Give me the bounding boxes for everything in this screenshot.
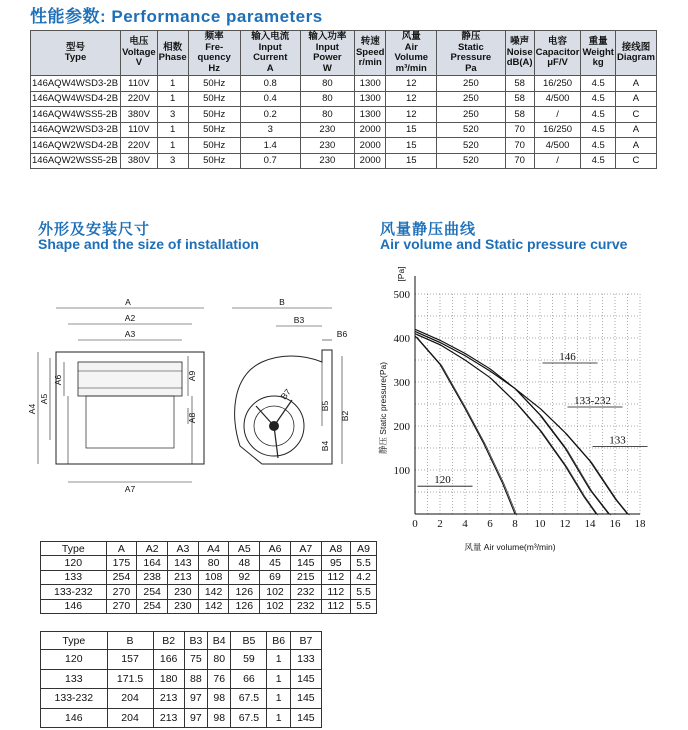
table-cell: 110V bbox=[121, 122, 158, 138]
perf-header-en: Input Power bbox=[313, 41, 342, 63]
dimension-table-a bbox=[40, 541, 377, 614]
dim-header-cell: Type bbox=[41, 542, 107, 556]
dimension-table-b bbox=[40, 631, 322, 728]
table-cell: 2000 bbox=[354, 153, 386, 169]
table-cell: 126 bbox=[229, 585, 260, 600]
perf-header-unit: r/min bbox=[358, 57, 382, 69]
series-line-120 bbox=[415, 336, 515, 514]
table-cell: 230 bbox=[300, 153, 354, 169]
table-cell: 133 bbox=[41, 570, 107, 585]
table-cell: 520 bbox=[437, 122, 506, 138]
table-cell: 70 bbox=[505, 138, 534, 154]
table-cell: 12 bbox=[386, 107, 437, 123]
dim-header-cell: B5 bbox=[231, 632, 267, 650]
table-cell: 142 bbox=[198, 585, 229, 600]
perf-header-6 bbox=[354, 31, 386, 76]
shape-title-en: Shape and the size of installation bbox=[38, 236, 259, 252]
table-cell: 270 bbox=[106, 599, 137, 614]
table-cell: 59 bbox=[231, 650, 267, 670]
table-cell: 270 bbox=[106, 585, 137, 600]
table-cell: 67.5 bbox=[231, 708, 267, 728]
table-cell: 0.4 bbox=[240, 91, 300, 107]
table-cell: 50Hz bbox=[188, 91, 240, 107]
dimension-table-a-header bbox=[41, 542, 377, 556]
table-cell: 88 bbox=[184, 669, 207, 689]
label-B7: B7 bbox=[278, 386, 293, 402]
perf-header-cn: 风量 bbox=[401, 31, 421, 42]
perf-header-cn: 电压 bbox=[129, 36, 149, 48]
table-cell: 145 bbox=[290, 689, 321, 709]
table-cell: 204 bbox=[107, 689, 153, 709]
table-cell: 204 bbox=[107, 708, 153, 728]
table-cell: 143 bbox=[168, 556, 199, 571]
perf-header-unit: dB(A) bbox=[506, 57, 533, 69]
table-cell: 112 bbox=[321, 585, 350, 600]
table-row bbox=[41, 708, 322, 728]
label-A5: A5 bbox=[39, 393, 49, 405]
table-cell: 175 bbox=[106, 556, 137, 571]
dim-header-cell: A bbox=[106, 542, 137, 556]
perf-header-en: Air Volume bbox=[394, 41, 429, 63]
table-cell: 250 bbox=[437, 107, 506, 123]
table-cell: 12 bbox=[386, 91, 437, 107]
table-cell: 254 bbox=[106, 570, 137, 585]
label-A: A bbox=[125, 297, 131, 307]
perf-header-cn: 型号 bbox=[66, 41, 86, 53]
table-cell: 75 bbox=[184, 650, 207, 670]
table-cell: 70 bbox=[505, 153, 534, 169]
table-cell: A bbox=[615, 122, 656, 138]
table-cell: 146AQW4WSS5-2B bbox=[31, 107, 121, 123]
table-cell: 380V bbox=[121, 107, 158, 123]
perf-header-en: Input Current bbox=[253, 41, 288, 63]
x-tick-label: 10 bbox=[534, 518, 546, 530]
table-cell: 220V bbox=[121, 91, 158, 107]
table-cell: 67.5 bbox=[231, 689, 267, 709]
perf-header-2 bbox=[157, 31, 188, 76]
x-tick-label: 2 bbox=[437, 518, 443, 530]
perf-header-0 bbox=[31, 31, 121, 76]
label-B5: B5 bbox=[320, 400, 330, 412]
dim-header-cell: A2 bbox=[137, 542, 168, 556]
table-cell: 15 bbox=[386, 138, 437, 154]
y-tick-label: 200 bbox=[393, 421, 410, 433]
table-row bbox=[41, 599, 377, 614]
perf-header-unit: μF/V bbox=[547, 57, 568, 69]
dim-header-cell: B7 bbox=[290, 632, 321, 650]
table-cell: 220V bbox=[121, 138, 158, 154]
table-cell: 215 bbox=[290, 570, 321, 585]
dim-header-cell: B6 bbox=[267, 632, 290, 650]
table-row bbox=[41, 650, 322, 670]
table-cell: 171.5 bbox=[107, 669, 153, 689]
table-cell: 15 bbox=[386, 122, 437, 138]
chart-lines bbox=[415, 329, 629, 515]
table-cell: 120 bbox=[41, 556, 107, 571]
table-row bbox=[41, 585, 377, 600]
table-cell: 1 bbox=[157, 122, 188, 138]
table-cell: 1300 bbox=[354, 76, 386, 92]
table-cell: 112 bbox=[321, 570, 350, 585]
perf-header-unit: kg bbox=[592, 57, 604, 69]
table-cell: 1 bbox=[157, 138, 188, 154]
table-cell: 1 bbox=[157, 91, 188, 107]
table-cell: 15 bbox=[386, 153, 437, 169]
x-tick-label: 8 bbox=[512, 518, 518, 530]
dim-header-cell: A6 bbox=[260, 542, 291, 556]
series-label-146: 146 bbox=[559, 351, 576, 363]
table-cell: 238 bbox=[137, 570, 168, 585]
label-B6: B6 bbox=[336, 329, 348, 339]
perf-header-9 bbox=[505, 31, 534, 76]
table-cell: 110V bbox=[121, 76, 158, 92]
table-cell: 213 bbox=[153, 708, 184, 728]
table-cell: A bbox=[615, 91, 656, 107]
perf-header-unit: Hz bbox=[208, 62, 220, 74]
table-cell: 142 bbox=[198, 599, 229, 614]
table-cell: 146AQW2WSD4-2B bbox=[31, 138, 121, 154]
table-cell: 232 bbox=[290, 599, 321, 614]
table-row bbox=[31, 107, 657, 123]
dim-header-cell: A9 bbox=[351, 542, 377, 556]
table-cell: 4/500 bbox=[534, 91, 581, 107]
label-A4: A4 bbox=[27, 403, 37, 415]
dim-header-cell: A4 bbox=[198, 542, 229, 556]
table-cell: 1.4 bbox=[240, 138, 300, 154]
perf-header-unit: m³/min bbox=[395, 62, 427, 74]
perf-header-en: Fre-quency bbox=[197, 41, 231, 63]
table-cell: 102 bbox=[260, 585, 291, 600]
perf-header-8 bbox=[437, 31, 506, 76]
table-cell: 50Hz bbox=[188, 138, 240, 154]
table-row bbox=[41, 556, 377, 571]
dim-header-cell: A7 bbox=[290, 542, 321, 556]
x-tick-label: 6 bbox=[487, 518, 493, 530]
dim-header-cell: B bbox=[107, 632, 153, 650]
table-cell: 230 bbox=[168, 585, 199, 600]
series-line-146 bbox=[415, 331, 628, 514]
series-line-shadow-133-232 bbox=[417, 330, 611, 515]
perf-header-5 bbox=[300, 31, 354, 76]
table-cell: 1 bbox=[267, 708, 290, 728]
table-cell: C bbox=[615, 107, 656, 123]
perf-header-en: Weight bbox=[582, 46, 614, 58]
table-cell: 1 bbox=[267, 669, 290, 689]
table-cell: 58 bbox=[505, 91, 534, 107]
table-cell: 250 bbox=[437, 76, 506, 92]
table-cell: 5.5 bbox=[351, 599, 377, 614]
chart-series-labels bbox=[418, 351, 648, 486]
table-cell: 0.8 bbox=[240, 76, 300, 92]
dim-header-cell: B4 bbox=[208, 632, 231, 650]
perf-header-cn: 输入功率 bbox=[308, 31, 347, 42]
y-tick-label: 400 bbox=[393, 333, 410, 345]
table-cell: 112 bbox=[321, 599, 350, 614]
dim-header-cell: Type bbox=[41, 632, 108, 650]
table-cell: / bbox=[534, 107, 581, 123]
table-cell: 213 bbox=[153, 689, 184, 709]
table-cell: 80 bbox=[300, 107, 354, 123]
perf-header-cn: 频率 bbox=[204, 31, 224, 42]
perf-header-cn: 重量 bbox=[588, 36, 608, 48]
table-cell: 1300 bbox=[354, 91, 386, 107]
table-cell: 146AQW4WSD4-2B bbox=[31, 91, 121, 107]
x-tick-label: 14 bbox=[584, 518, 596, 530]
dim-header-cell: A3 bbox=[168, 542, 199, 556]
performance-header-row bbox=[31, 31, 657, 76]
table-cell: C bbox=[615, 153, 656, 169]
table-cell: 3 bbox=[157, 107, 188, 123]
table-cell: 66 bbox=[231, 669, 267, 689]
table-cell: 520 bbox=[437, 138, 506, 154]
table-cell: 69 bbox=[260, 570, 291, 585]
dim-header-cell: B3 bbox=[184, 632, 207, 650]
perf-header-cn: 接线图 bbox=[621, 41, 651, 53]
table-cell: 133 bbox=[290, 650, 321, 670]
table-cell: 48 bbox=[229, 556, 260, 571]
table-cell: 146 bbox=[41, 708, 108, 728]
table-cell: 2000 bbox=[354, 138, 386, 154]
front-motor bbox=[86, 396, 174, 448]
y-tick-label: 100 bbox=[393, 465, 410, 477]
table-cell: 80 bbox=[198, 556, 229, 571]
table-cell: 50Hz bbox=[188, 76, 240, 92]
table-row bbox=[31, 91, 657, 107]
perf-header-3 bbox=[188, 31, 240, 76]
table-cell: 1 bbox=[157, 76, 188, 92]
table-cell: 126 bbox=[229, 599, 260, 614]
label-B4: B4 bbox=[320, 440, 330, 452]
perf-header-cn: 输入电流 bbox=[251, 31, 290, 42]
y-tick-label: 300 bbox=[393, 377, 410, 389]
dim-header-cell: A5 bbox=[229, 542, 260, 556]
table-cell: 254 bbox=[137, 599, 168, 614]
table-cell: 250 bbox=[437, 91, 506, 107]
table-cell: / bbox=[534, 153, 581, 169]
table-cell: 3 bbox=[240, 122, 300, 138]
table-cell: 4.5 bbox=[581, 122, 616, 138]
perf-header-unit: V bbox=[135, 57, 143, 69]
table-cell: 380V bbox=[121, 153, 158, 169]
y-axis-label: 静压 Static pressure(Pa) bbox=[378, 361, 388, 455]
table-cell: 102 bbox=[260, 599, 291, 614]
table-cell: 5.5 bbox=[351, 585, 377, 600]
side-view-drawing bbox=[222, 296, 372, 506]
table-cell: 58 bbox=[505, 107, 534, 123]
table-cell: 5.5 bbox=[351, 556, 377, 571]
table-cell: 4.5 bbox=[581, 91, 616, 107]
x-tick-label: 4 bbox=[462, 518, 468, 530]
table-cell: 50Hz bbox=[188, 122, 240, 138]
table-cell: 4.5 bbox=[581, 76, 616, 92]
curve-title-en: Air volume and Static pressure curve bbox=[380, 236, 628, 252]
table-cell: 1300 bbox=[354, 107, 386, 123]
table-cell: A bbox=[615, 138, 656, 154]
label-A7: A7 bbox=[124, 484, 136, 494]
table-cell: 145 bbox=[290, 556, 321, 571]
table-row bbox=[31, 153, 657, 169]
table-cell: 133-232 bbox=[41, 689, 108, 709]
table-cell: 76 bbox=[208, 669, 231, 689]
table-cell: 70 bbox=[505, 122, 534, 138]
table-cell: 4/500 bbox=[534, 138, 581, 154]
table-cell: 0.7 bbox=[240, 153, 300, 169]
perf-header-en: Capacitor bbox=[535, 46, 580, 58]
table-cell: 133 bbox=[41, 669, 108, 689]
front-outlet bbox=[78, 362, 182, 396]
table-cell: 95 bbox=[321, 556, 350, 571]
side-volute-outline bbox=[235, 350, 332, 464]
perf-header-7 bbox=[386, 31, 437, 76]
table-cell: 92 bbox=[229, 570, 260, 585]
table-cell: 146 bbox=[41, 599, 107, 614]
table-cell: 80 bbox=[208, 650, 231, 670]
x-axis-label: 风量 Air volume(m³/min) bbox=[464, 542, 556, 552]
table-cell: 145 bbox=[290, 708, 321, 728]
perf-header-10 bbox=[534, 31, 581, 76]
table-cell: 97 bbox=[184, 689, 207, 709]
y-tick-label: 500 bbox=[393, 289, 410, 301]
table-cell: 0.2 bbox=[240, 107, 300, 123]
label-A8: A8 bbox=[187, 412, 197, 424]
label-A3: A3 bbox=[124, 329, 136, 339]
table-cell: 133-232 bbox=[41, 585, 107, 600]
table-cell: 157 bbox=[107, 650, 153, 670]
perf-header-cn: 转速 bbox=[360, 36, 380, 48]
shape-title-cn: 外形及安装尺寸 bbox=[38, 221, 151, 238]
table-cell: 120 bbox=[41, 650, 108, 670]
perf-header-en: Type bbox=[64, 52, 87, 63]
performance-table bbox=[30, 30, 657, 169]
table-cell: 232 bbox=[290, 585, 321, 600]
table-cell: 45 bbox=[260, 556, 291, 571]
dim-header-cell: A8 bbox=[321, 542, 350, 556]
perf-header-1 bbox=[121, 31, 158, 76]
table-cell: 4.5 bbox=[581, 107, 616, 123]
table-row bbox=[41, 689, 322, 709]
table-cell: 1 bbox=[267, 650, 290, 670]
table-cell: 98 bbox=[208, 708, 231, 728]
label-A9: A9 bbox=[187, 370, 197, 382]
table-cell: 108 bbox=[198, 570, 229, 585]
table-cell: 180 bbox=[153, 669, 184, 689]
label-A2: A2 bbox=[124, 313, 136, 323]
table-cell: 145 bbox=[290, 669, 321, 689]
table-cell: 50Hz bbox=[188, 107, 240, 123]
perf-header-en: Noise bbox=[506, 46, 533, 58]
label-A6: A6 bbox=[53, 374, 63, 386]
table-row bbox=[41, 669, 322, 689]
table-row bbox=[31, 76, 657, 92]
table-cell: 230 bbox=[300, 122, 354, 138]
x-tick-label: 18 bbox=[634, 518, 646, 530]
label-B3: B3 bbox=[293, 315, 305, 325]
x-tick-label: 0 bbox=[412, 518, 418, 530]
table-cell: 146AQW2WSS5-2B bbox=[31, 153, 121, 169]
label-B2: B2 bbox=[340, 410, 350, 422]
chart-ticks bbox=[394, 289, 647, 530]
x-tick-label: 16 bbox=[609, 518, 621, 530]
perf-header-11 bbox=[581, 31, 616, 76]
table-cell: 80 bbox=[300, 76, 354, 92]
table-cell: 16/250 bbox=[534, 122, 581, 138]
table-cell: 98 bbox=[208, 689, 231, 709]
table-cell: 2000 bbox=[354, 122, 386, 138]
curve-title-cn: 风量静压曲线 bbox=[380, 221, 477, 238]
table-cell: 254 bbox=[137, 585, 168, 600]
table-cell: 80 bbox=[300, 91, 354, 107]
table-cell: 4.5 bbox=[581, 153, 616, 169]
table-cell: 1 bbox=[267, 689, 290, 709]
label-B: B bbox=[279, 297, 285, 307]
series-label-120: 120 bbox=[434, 474, 451, 487]
perf-header-12 bbox=[615, 31, 656, 76]
table-row bbox=[41, 570, 377, 585]
perf-header-4 bbox=[240, 31, 300, 76]
perf-header-cn: 静压 bbox=[461, 31, 481, 42]
dim-header-cell: B2 bbox=[153, 632, 184, 650]
perf-header-unit: W bbox=[322, 62, 332, 74]
perf-header-unit: A bbox=[266, 62, 274, 74]
front-view-drawing bbox=[28, 296, 228, 506]
perf-header-unit: Pa bbox=[465, 62, 477, 74]
table-cell: A bbox=[615, 76, 656, 92]
dimension-table-b-header bbox=[41, 632, 322, 650]
perf-header-en: Speed bbox=[355, 46, 385, 58]
table-cell: 4.2 bbox=[351, 570, 377, 585]
series-label-133: 133 bbox=[609, 434, 626, 447]
table-cell: 16/250 bbox=[534, 76, 581, 92]
perf-header-en: Diagram bbox=[616, 52, 655, 63]
table-row bbox=[31, 138, 657, 154]
table-cell: 12 bbox=[386, 76, 437, 92]
table-cell: 520 bbox=[437, 153, 506, 169]
table-cell: 146AQW4WSD3-2B bbox=[31, 76, 121, 92]
perf-header-cn: 噪声 bbox=[510, 36, 530, 48]
pressure-curve-chart bbox=[370, 258, 670, 558]
series-label-133-232: 133-232 bbox=[574, 395, 611, 407]
perf-header-en: Phase bbox=[158, 52, 187, 63]
perf-header-cn: 相数 bbox=[163, 41, 183, 53]
table-cell: 50Hz bbox=[188, 153, 240, 169]
table-cell: 97 bbox=[184, 708, 207, 728]
table-cell: 166 bbox=[153, 650, 184, 670]
table-cell: 146AQW2WSD3-2B bbox=[31, 122, 121, 138]
table-cell: 213 bbox=[168, 570, 199, 585]
performance-title: 性能参数: Performance parameters bbox=[30, 7, 323, 26]
y-unit-label: [Pa] bbox=[396, 266, 406, 282]
perf-header-en: Static Pressure bbox=[450, 41, 492, 63]
perf-header-cn: 电容 bbox=[548, 36, 568, 48]
table-row bbox=[31, 122, 657, 138]
table-cell: 58 bbox=[505, 76, 534, 92]
x-tick-label: 12 bbox=[559, 518, 571, 530]
table-cell: 164 bbox=[137, 556, 168, 571]
table-cell: 230 bbox=[300, 138, 354, 154]
perf-header-en: Voltage bbox=[122, 46, 156, 58]
table-cell: 4.5 bbox=[581, 138, 616, 154]
table-cell: 3 bbox=[157, 153, 188, 169]
table-cell: 230 bbox=[168, 599, 199, 614]
